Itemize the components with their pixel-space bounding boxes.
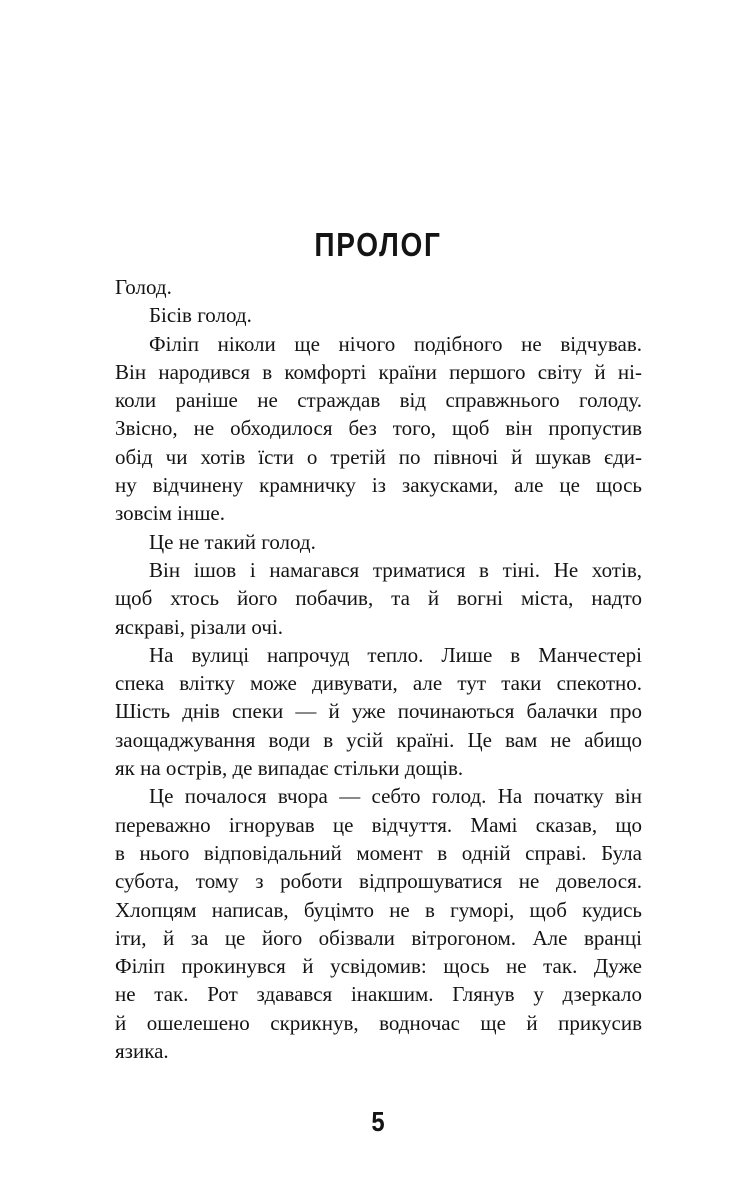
text-line: заощаджування води в усій країні. Це вам не абищо — [115, 727, 642, 752]
text-line: Звісно, не обходилося без того, щоб він пропустив — [115, 416, 642, 441]
text-line: субота, тому з роботи відпрошуватися не довелося. — [115, 869, 642, 894]
paragraph — [115, 330, 642, 528]
paragraph — [115, 528, 642, 556]
text-line: Голод. — [115, 275, 172, 299]
text-line: Він ішов і намагався триматися в тіні. Не хотів, — [149, 557, 642, 582]
text-line: не так. Рот здавався інакшим. Глянув у дзеркало — [115, 982, 642, 1007]
text-line: коли раніше не страждав від справжнього голоду. — [115, 388, 642, 413]
text-line: щоб хтось його побачив, та й вогні міста, надто — [115, 586, 642, 611]
text-line: Це почалося вчора — себто голод. На початку він — [149, 784, 642, 809]
text-line: іти, й за це його обізвали вітрогоном. Але вранці — [115, 925, 642, 950]
text-line: Шість днів спеки — й уже починаються балачки про — [115, 699, 642, 724]
text-line: Бісів голод. — [149, 303, 252, 328]
paragraph — [115, 782, 642, 1065]
paragraph — [115, 641, 642, 782]
text-line: спека влітку може дивувати, але тут таки спекотно. — [115, 671, 642, 696]
text-line: Філіп ніколи ще нічого подібного не відчував. — [149, 331, 642, 356]
text-line: ну відчинену крамничку із закусками, але це щось — [115, 473, 642, 498]
text-line: в нього відповідальний момент в одній справі. Була — [115, 840, 642, 865]
text-line: й ошелешено скрикнув, водночас ще й прикусив — [115, 1010, 642, 1035]
chapter-title: ПРОЛОГ — [314, 226, 442, 263]
text-line: переважно ігнорував це відчуття. Мамі сказав, що — [115, 812, 642, 837]
paragraph — [115, 556, 642, 641]
text-line: Філіп прокинувся й усвідомив: щось не так. Дуже — [115, 954, 642, 979]
text-line: як на острів, де випадає стільки дощів. — [115, 756, 464, 781]
page-number: 5 — [371, 1106, 385, 1137]
text-line: зовсім інше. — [115, 501, 225, 526]
text-line: язика. — [115, 1039, 169, 1064]
text-line: обід чи хотів їсти о третій по півночі й шукав єди- — [115, 444, 642, 469]
text-line: яскраві, різали очі. — [115, 614, 283, 639]
paragraph — [115, 273, 642, 301]
text-line: Хлопцям написав, буцімто не в гуморі, щоб кудись — [115, 897, 642, 922]
text-line: Він народився в комфорті країни першого світу й ні- — [115, 359, 642, 384]
text-line: Це не такий голод. — [149, 529, 316, 554]
paragraph — [115, 301, 642, 329]
text-line: На вулиці напрочуд тепло. Лише в Манчестері — [149, 642, 642, 667]
text-body — [115, 273, 642, 1065]
